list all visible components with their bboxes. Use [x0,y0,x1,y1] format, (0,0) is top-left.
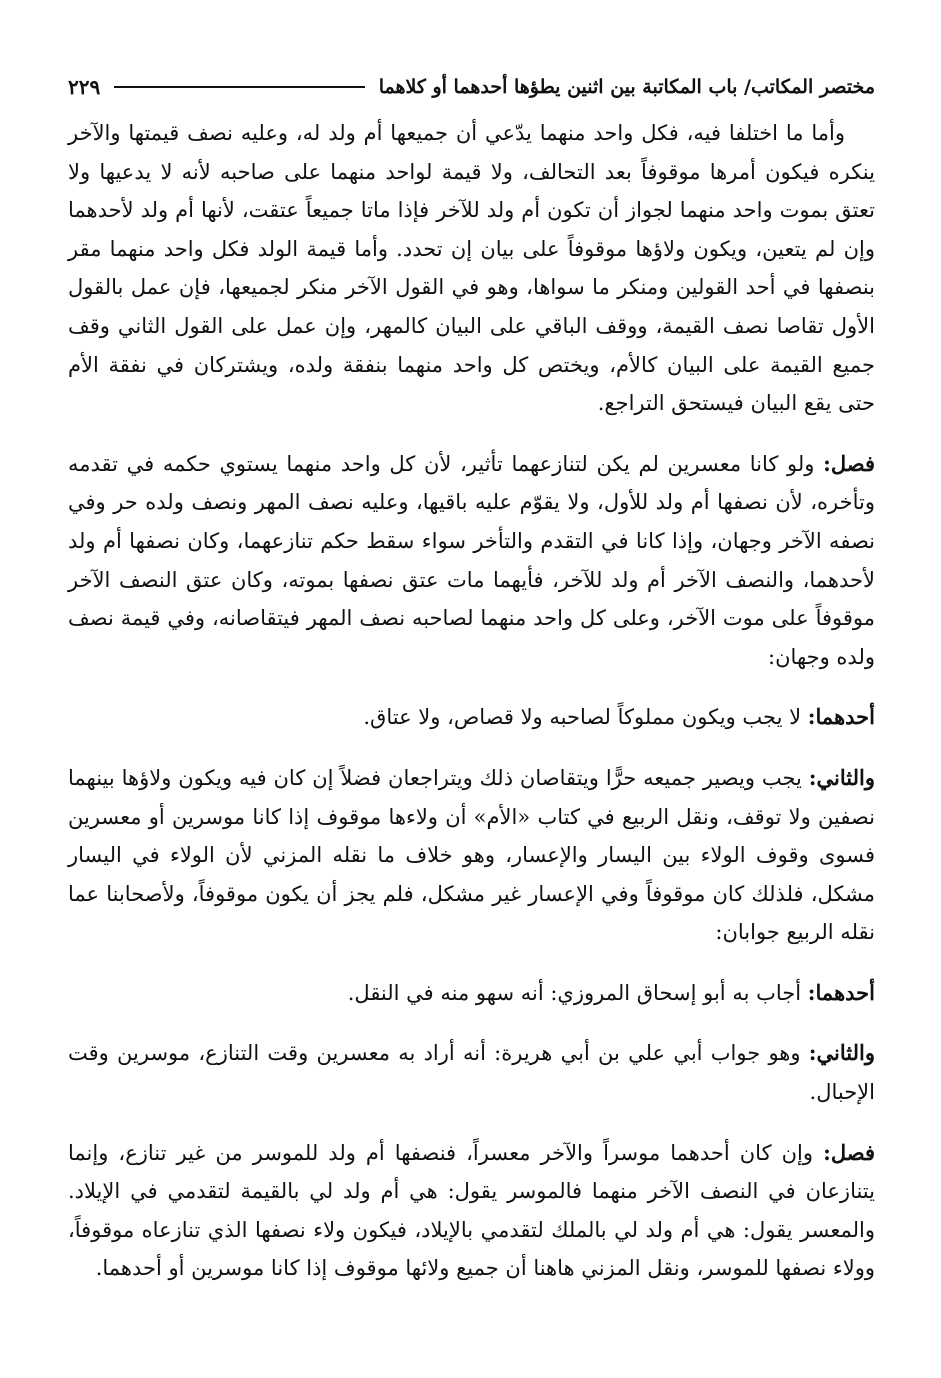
page-number: ٢٢٩ [68,75,101,99]
paragraph-text: وهو جواب أبي علي بن أبي هريرة: أنه أراد به معسرين وقت التنازع، موسرين وقت الإحبال. [68,1041,875,1105]
paragraph-text: أجاب به أبو إسحاق المروزي: أنه سهو منه في النقل. [347,980,802,1005]
paragraph [68,114,875,423]
header-title: مختصر المكاتب/ باب المكاتبة بين اثنين يطؤها أحدهما أو كلاهما [378,76,875,98]
paragraph-text: وأما ما اختلفا فيه، فكل واحد منهما يدّعي أن جميعها أم ولد له، وعليه نصف قيمتها والآخر ينكره فيكون أمرها موقوفاً بعد التحالف، ولا قيمة لواحد منهما على صاحبه لأنه لا يدعيها ولا تعتق بموت واحد منهما لجواز أن تكون أم ولد للآخر فإذا ماتا جميعاً عتقت، لأنها أم ولد لأحدهما وإن لم يتعين، ويكون ولاؤها موقوفاً على بيان إن تحدد. وأما قيمة الولد فكل واحد منهما مقر بنصفها في أحد القولين ومنكر ما سواها، وهو في القول الآخر منكر لجميعها، فإن عمل بالقول الأول تقاصا نصف القيمة، ووقف الباقي على البيان كالمهر، وإن عمل على القول الثاني وقف جميع القيمة على البيان كالأم، ويختص كل واحد منهما بنفقة ولده، ويشتركان في نفقة الأم حتى يقع البيان فيستحق التراجع. [68,121,875,416]
section-label: والثاني: [808,1040,875,1066]
paragraph [68,759,875,952]
paragraph [68,445,875,677]
page-body [68,114,875,1288]
paragraph [68,698,875,737]
paragraph-text: لا يجب ويكون مملوكاً لصاحبه ولا قصاص، ولا عتاق. [363,705,802,730]
section-label: أحدهما: [807,704,875,730]
paragraph-text: يجب ويصير جميعه حرًّا ويتقاصان ذلك ويتراجعان فضلاً إن كان فيه ويكون ولاؤها بينهما نصفين ولا توقف، ونقل الربيع في كتاب «الأم» أن ولاءها موقوف إذا كانا موسرين أو معسرين فسوى وقوف الولاء بين اليسار والإعسار، وهو خلاف ما نقله المزني لأن الولاء في اليسار مشكل، فلذلك كان موقوفاً وفي الإعسار غير مشكل، فلم يجز أن يكون موقوفاً، ولأصحابنا عما نقله الربيع جوابان: [68,765,875,945]
section-label: أحدهما: [807,979,875,1005]
paragraph-text: وإن كان أحدهما موسراً والآخر معسراً، فنصفها أم ولد للموسر من غير تنازع، وإنما يتنازعان في النصف الآخر منهما فالموسر يقول: هي أم ولد لي بالقيمة لتقدمي في الإيلاد. والمعسر يقول: هي أم ولد لي بالملك لتقدمي بالإيلاد، فيكون ولاء نصفها الذي تنازعاه موقوفاً، وولاء نصفها للموسر، ونقل المزني هاهنا أن جميع ولائها موقوف إذا كانا موسرين أو أحدهما. [68,1140,875,1281]
paragraph-text: ولو كانا معسرين لم يكن لتنازعهما تأثير، لأن كل واحد منهما يستوي حكمه في تقدمه وتأخره، لأن نصفها أم ولد للأول، ولا يقوّم عليه باقيها، وعليه نصف المهر ونصف ولده حر وفي نصفه الآخر وجهان، وإذا كانا في التقدم والتأخر سواء سقط حكم تنازعهما، وكان نصفها أم ولد لأحدهما، والنصف الآخر أم ولد للآخر، فأيهما مات عتق نصفها بموته، وكان عتق النصف الآخر موقوفاً على موت الآخر، وعلى كل واحد منهما لصاحبه نصف المهر فيتقاصانه، وفي قيمة نصف ولده وجهان: [68,451,875,669]
section-label: فصل: [823,450,875,476]
header-rule [114,86,364,88]
section-label: فصل: [823,1139,875,1165]
paragraph [68,1134,875,1288]
section-label: والثاني: [808,764,875,790]
running-header [68,70,875,104]
paragraph [68,1034,875,1111]
paragraph [68,974,875,1013]
